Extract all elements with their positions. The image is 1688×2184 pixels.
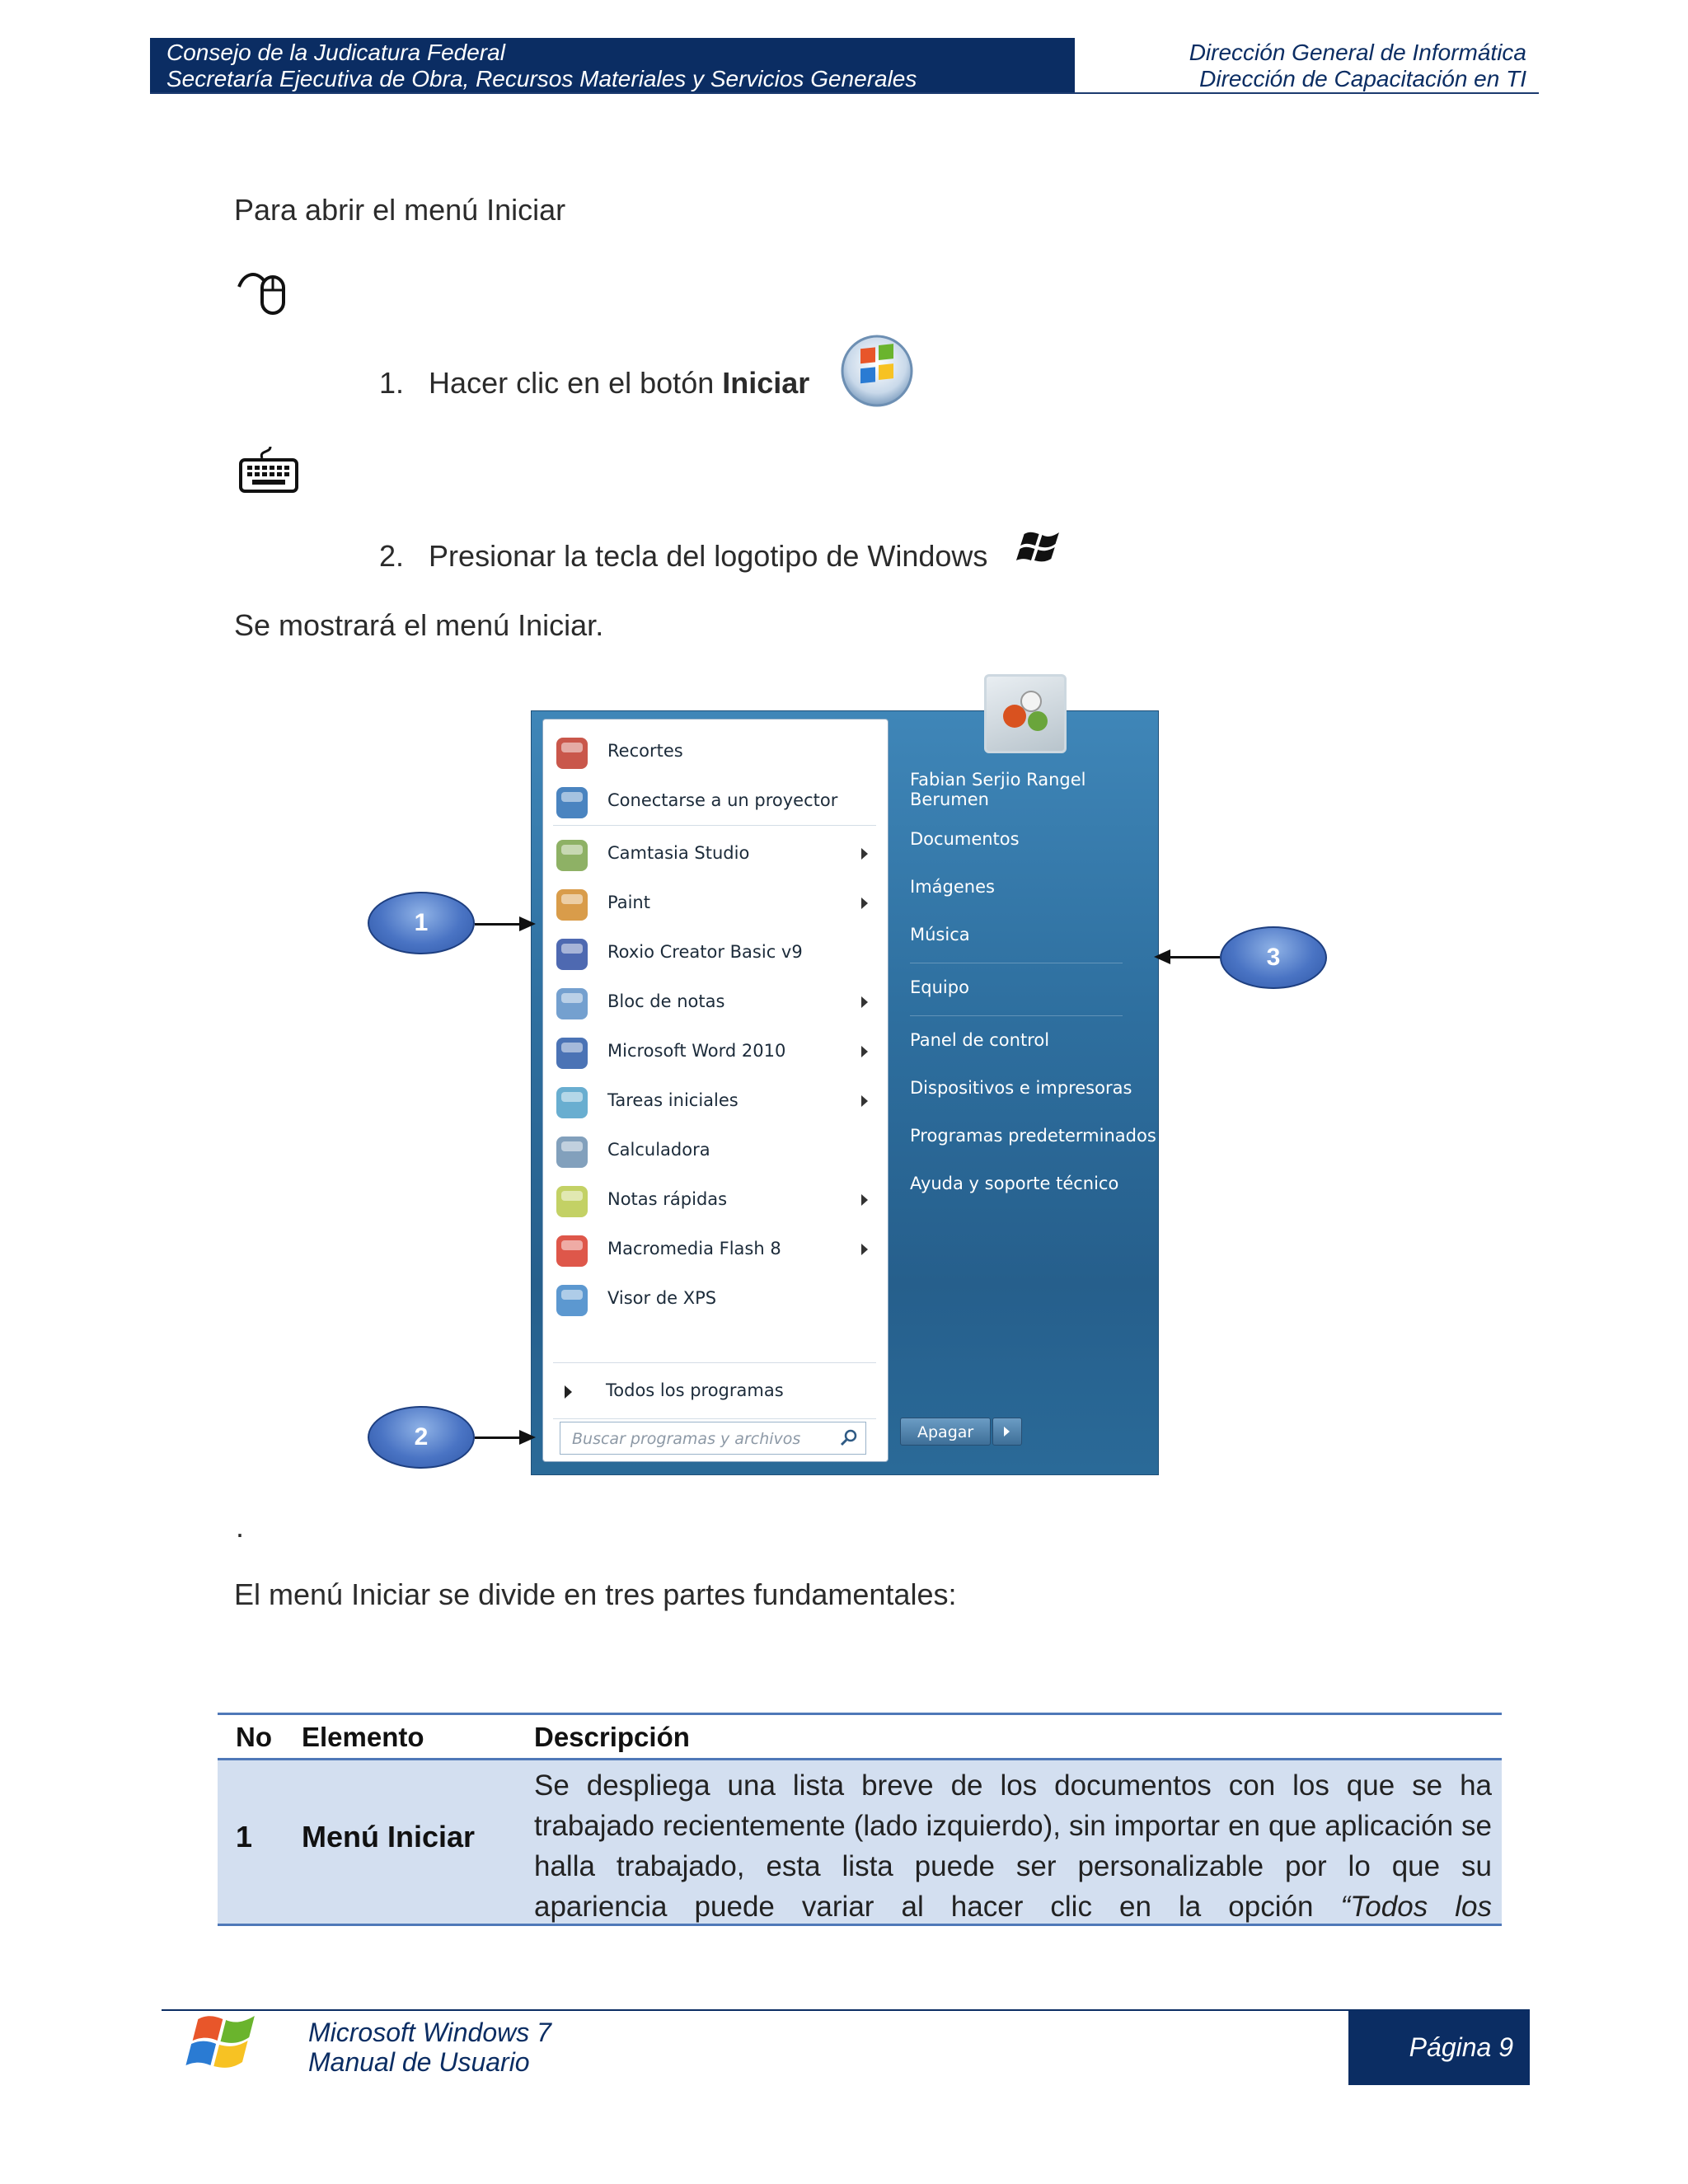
arrow-head-icon	[519, 916, 536, 931]
step-2-text: Presionar la tecla del logotipo de Windows	[429, 539, 988, 573]
sticky-notes-icon	[551, 1181, 593, 1222]
header-secretariat: Secretaría Ejecutiva de Obra, Recursos Materiales y Servicios Generales	[166, 66, 917, 91]
result-text: Se mostrará el menú Iniciar.	[234, 608, 604, 642]
step-1-bold: Iniciar	[722, 366, 810, 400]
start-menu-item[interactable]	[551, 929, 881, 978]
start-menu-item-label: Macromedia Flash 8	[607, 1239, 781, 1258]
windows-orb-start-icon	[839, 333, 915, 409]
start-menu-item-label: Visor de XPS	[607, 1288, 717, 1308]
paint-palette-icon	[551, 884, 593, 926]
start-menu-item-label: Camtasia Studio	[607, 843, 750, 863]
start-menu-item-label: Notas rápidas	[607, 1189, 728, 1209]
all-programs-item[interactable]	[551, 1367, 881, 1417]
getting-started-icon	[551, 1082, 593, 1123]
xps-viewer-icon	[551, 1280, 593, 1321]
row-element: Menú Iniciar	[302, 1820, 476, 1854]
search-placeholder: Buscar programas y archivos	[572, 1430, 801, 1448]
user-name[interactable]	[910, 770, 1086, 809]
keyboard-icon	[237, 443, 300, 496]
step-1-text: Hacer clic en el botón	[429, 366, 723, 400]
header-description: Descripción	[534, 1722, 690, 1752]
summary-text: El menú Iniciar se divide en tres partes fundamentales:	[234, 1577, 957, 1611]
start-menu-screenshot	[531, 674, 1159, 1475]
footer-title: Microsoft Windows 7	[308, 2018, 551, 2047]
row-description-italic: “Todos los	[1340, 1891, 1492, 1923]
arrow-right-icon	[565, 1385, 572, 1399]
all-programs-label: Todos los programas	[606, 1380, 784, 1400]
arrow-right-icon	[1004, 1427, 1010, 1436]
start-menu-separator	[553, 1418, 876, 1419]
search-icon	[839, 1428, 859, 1448]
start-menu-item-label: Recortes	[607, 741, 683, 761]
camtasia-icon	[551, 835, 593, 876]
callout-1: 1	[368, 892, 475, 954]
header-no: No	[236, 1722, 272, 1752]
start-menu-item-label: Tareas iniciales	[607, 1090, 738, 1110]
projector-icon	[551, 782, 593, 823]
submenu-arrow-icon	[861, 996, 868, 1008]
right-pane-separator	[910, 1015, 1123, 1016]
callout-3-arrow	[1169, 956, 1220, 958]
callout-3: 3	[1220, 926, 1327, 989]
start-menu-right-item[interactable]: Música	[910, 925, 970, 944]
user-avatar[interactable]	[984, 674, 1067, 753]
step-1-number: 1.	[379, 366, 405, 400]
start-menu-item[interactable]	[551, 1127, 881, 1176]
step-2	[379, 539, 987, 574]
start-menu-left-pane	[542, 719, 889, 1462]
start-menu-item[interactable]	[551, 728, 881, 777]
windows-logo-icon	[183, 2009, 259, 2080]
scissors-icon	[551, 733, 593, 774]
start-menu-item[interactable]	[551, 1176, 881, 1226]
footer-rule	[162, 2009, 1530, 2011]
table-row	[218, 1760, 1502, 1924]
footer-page-box	[1348, 2009, 1530, 2085]
calculator-icon	[551, 1132, 593, 1173]
start-menu-right-item[interactable]: Equipo	[910, 977, 969, 997]
start-menu-right-item[interactable]: Documentos	[910, 829, 1020, 849]
start-menu-item[interactable]	[551, 1077, 881, 1127]
submenu-arrow-icon	[861, 1046, 868, 1057]
start-menu-right-item[interactable]: Dispositivos e impresoras	[910, 1078, 1132, 1098]
footer-subtitle: Manual de Usuario	[308, 2047, 530, 2077]
user-name-line1: Fabian Serjio Rangel	[910, 770, 1086, 790]
start-menu-right-item[interactable]: Imágenes	[910, 877, 995, 897]
shutdown-button[interactable]	[900, 1418, 991, 1446]
submenu-arrow-icon	[861, 1194, 868, 1206]
start-menu-separator	[553, 825, 876, 826]
start-menu-right-item[interactable]: Ayuda y soporte técnico	[910, 1174, 1119, 1193]
start-menu-item-label: Roxio Creator Basic v9	[607, 942, 803, 962]
header-training: Dirección de Capacitación en TI	[1199, 66, 1526, 91]
row-no: 1	[236, 1820, 253, 1854]
start-menu-item[interactable]	[551, 1275, 881, 1324]
row-description-text: Se despliega una lista breve de los documentos con los que se ha trabajado recientemente (lado izquierdo), sin importar en que aplicación se halla trabajado, esta lista puede ser personalizable por lo que su apariencia puede variar al hacer clic en la opción	[534, 1769, 1492, 1923]
table-header-row	[218, 1715, 1502, 1758]
roxio-disc-icon	[551, 934, 593, 975]
start-menu-right-item[interactable]: Panel de control	[910, 1030, 1050, 1050]
page-number: Página 9	[1409, 2032, 1513, 2062]
intro-text: Para abrir el menú Iniciar	[234, 193, 566, 227]
word-icon	[551, 1033, 593, 1074]
start-menu-item-label: Calculadora	[607, 1140, 710, 1160]
parts-table	[218, 1713, 1502, 1926]
submenu-arrow-icon	[861, 1244, 868, 1255]
arrow-head-icon	[519, 1430, 536, 1445]
start-menu-separator	[553, 1362, 876, 1363]
notepad-icon	[551, 983, 593, 1024]
step-2-number: 2.	[379, 539, 405, 573]
start-menu-item-label: Microsoft Word 2010	[607, 1041, 786, 1061]
callout-2: 2	[368, 1406, 475, 1469]
callout-2-arrow	[475, 1436, 521, 1439]
dot-text: .	[236, 1510, 245, 1544]
start-menu-item[interactable]	[551, 830, 881, 879]
start-menu-item[interactable]	[551, 777, 881, 827]
submenu-arrow-icon	[861, 898, 868, 909]
start-menu-item[interactable]	[551, 879, 881, 929]
shutdown-label: Apagar	[917, 1423, 974, 1441]
start-search-input[interactable]	[560, 1422, 866, 1455]
user-name-line2: Berumen	[910, 790, 989, 809]
header-direction: Dirección General de Informática	[1189, 40, 1526, 65]
windows-key-logo-icon	[1014, 527, 1060, 570]
submenu-arrow-icon	[861, 1095, 868, 1107]
shutdown-options-button[interactable]	[992, 1418, 1022, 1446]
header-rule	[150, 92, 1539, 94]
start-menu-item[interactable]	[551, 1028, 881, 1077]
start-menu-item-label: Conectarse a un proyector	[607, 790, 838, 810]
start-menu-item[interactable]	[551, 978, 881, 1028]
arrow-head-icon	[1154, 949, 1170, 964]
flash-icon	[551, 1230, 593, 1272]
start-menu-item[interactable]	[551, 1226, 881, 1275]
submenu-arrow-icon	[861, 848, 868, 860]
start-menu-item-label: Bloc de notas	[607, 991, 725, 1011]
start-menu-item-label: Paint	[607, 893, 650, 912]
header-org: Consejo de la Judicatura Federal	[166, 40, 505, 65]
mouse-icon	[236, 265, 293, 323]
header-element: Elemento	[302, 1722, 424, 1752]
start-menu-right-item[interactable]: Programas predeterminados	[910, 1126, 1156, 1146]
callout-1-arrow	[475, 923, 521, 926]
row-description	[534, 1765, 1492, 1927]
step-1	[379, 366, 809, 401]
